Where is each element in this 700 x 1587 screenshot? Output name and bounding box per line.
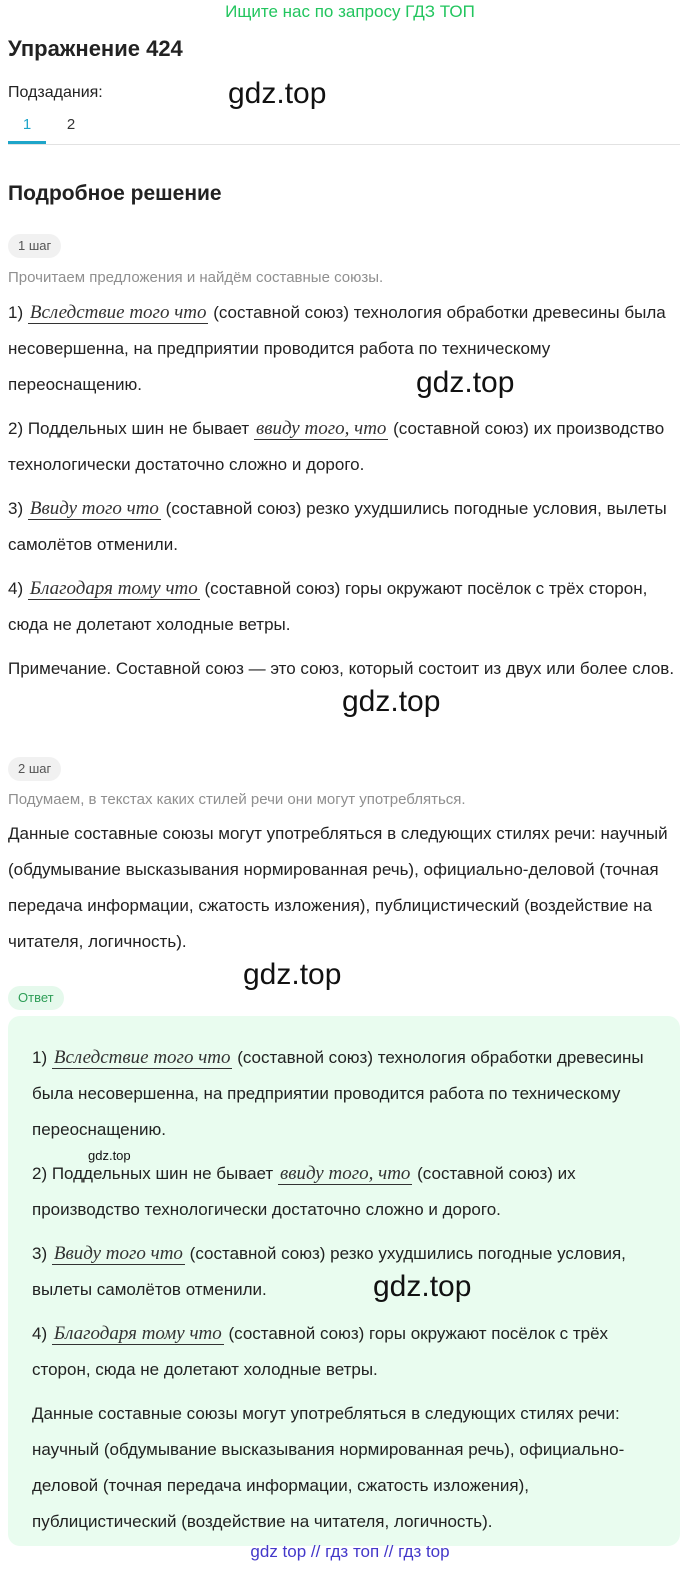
list-item [8, 295, 680, 403]
step-hint: Подумаем, в текстах каких стилей речи они могут употребляться. [8, 791, 466, 808]
list-item [32, 1316, 662, 1388]
watermark: gdz.top [416, 366, 515, 399]
answer-summary: Данные составные союзы могут употребляться в следующих стилях речи: научный (обдумывание высказывания нормированная речь), официально-деловой (точная передача информации, сжатость изложения), публицистический (воздействие на читателя, логичность). [32, 1404, 625, 1531]
note-text: Примечание. Составной союз — это союз, который состоит из двух или более слов. [8, 659, 675, 678]
section-title: Подробное решение [8, 182, 222, 205]
handwritten-conjunction: ввиду того, что [279, 1163, 411, 1184]
list-item [8, 571, 680, 643]
page-title: Упражнение 424 [8, 36, 183, 61]
answer-badge: Ответ [8, 986, 64, 1010]
item-number: 4) [8, 579, 24, 598]
item-number: 2) Поддельных шин не бывает [32, 1164, 274, 1183]
watermark: gdz.top [243, 958, 342, 991]
tabs-divider [8, 144, 680, 145]
item-text: (составной союз) резко ухудшились погодные условия, вылеты самолётов отменили. [8, 499, 667, 554]
tab-subtask-1[interactable]: 1 [22, 116, 32, 133]
list-item [8, 491, 680, 563]
step-badge: 2 шаг [8, 757, 61, 781]
list-item [32, 1156, 662, 1228]
step-hint: Прочитаем предложения и найдём составные союзы. [8, 269, 384, 286]
item-text: (составной союз) горы окружают посёлок с трёх сторон, сюда не долетают холодные ветры. [8, 579, 648, 634]
handwritten-conjunction: Благодаря тому что [53, 1323, 222, 1344]
handwritten-conjunction: Ввиду того что [29, 498, 159, 519]
tab-subtask-2[interactable]: 2 [66, 116, 76, 133]
list-item [8, 411, 680, 483]
handwritten-conjunction: Вследствие того что [29, 302, 207, 323]
item-text: (составной союз) технология обработки древесины была несовершенна, на предприятии проводится работа по техническому переоснащению. [8, 303, 666, 394]
handwritten-conjunction: Ввиду того что [53, 1243, 183, 1264]
handwritten-conjunction: Вследствие того что [53, 1047, 231, 1068]
step-badge: 1 шаг [8, 234, 61, 258]
handwritten-conjunction: Благодаря тому что [29, 578, 198, 599]
watermark: gdz.top [228, 77, 327, 110]
item-text: (составной союз) их производство технологически достаточно сложно и дорого. [32, 1164, 576, 1219]
watermark: gdz.top [88, 1148, 131, 1163]
item-text: (составной союз) горы окружают посёлок с трёх сторон, сюда не долетают холодные ветры. [32, 1324, 609, 1379]
watermark: gdz.top [373, 1270, 472, 1303]
item-number: 4) [32, 1324, 48, 1343]
footer-links[interactable]: gdz top // гдз топ // гдз top [250, 1542, 450, 1561]
item-number: 2) Поддельных шин не бывает [8, 419, 250, 438]
item-text: (составной союз) технология обработки древесины была несовершенна, на предприятии проводится работа по техническому переоснащению. [32, 1048, 644, 1139]
item-number: 1) [32, 1048, 48, 1067]
list-item [32, 1236, 662, 1308]
item-text: (составной союз) резко ухудшились погодные условия, вылеты самолётов отменили. [32, 1244, 626, 1299]
step-text: Данные составные союзы могут употребляться в следующих стилях речи: научный (обдумывание высказывания нормированная речь), официально-деловой (точная передача информации, сжатость изложения), публицистический (воздействие на читателя, логичность). [8, 824, 668, 951]
list-item [32, 1040, 662, 1148]
item-number: 1) [8, 303, 24, 322]
watermark: gdz.top [342, 685, 441, 718]
promo-banner[interactable]: Ищите нас по запросу ГДЗ ТОП [225, 2, 475, 21]
subtasks-label: Подзадания: [8, 84, 103, 101]
item-number: 3) [32, 1244, 48, 1263]
item-number: 3) [8, 499, 24, 518]
item-text: (составной союз) их производство технологически достаточно сложно и дорого. [8, 419, 665, 474]
handwritten-conjunction: ввиду того, что [255, 418, 387, 439]
